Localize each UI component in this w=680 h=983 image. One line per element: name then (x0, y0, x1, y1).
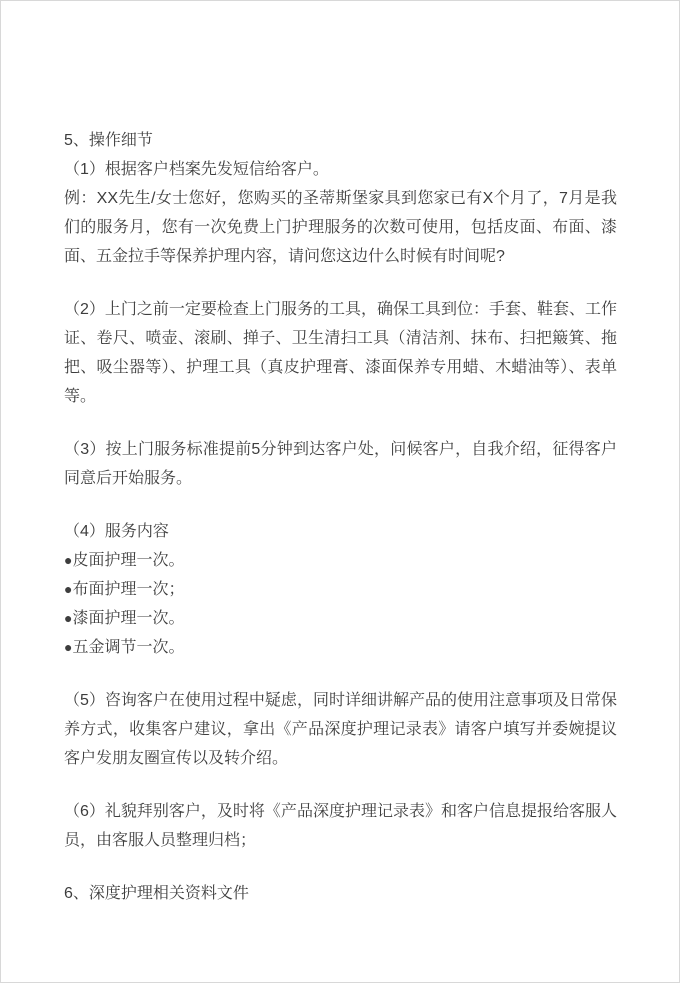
service-item-leather (64, 546, 617, 575)
step-4-service-content (64, 517, 617, 662)
bullet-icon: ● (64, 552, 73, 568)
step-1-text: （1）根据客户档案先发短信给客户。 (64, 161, 329, 178)
step-3-text: （3）按上门服务标准提前5分钟到达客户处，问候客户，自我介绍，征得客户同意后开始服务。 (64, 441, 617, 487)
sms-example-text: 例：XX先生/女士您好，您购买的圣蒂斯堡家具到您家已有X个月了，7月是我们的服务月，您有一次免费上门护理服务的次数可使用，包括皮面、布面、漆面、五金拉手等保养护理内容，请问您这边什么时候有时间呢? (64, 190, 617, 265)
section-6-heading: 6、深度护理相关资料文件 (64, 885, 249, 902)
service-item-label: 五金调节一次。 (72, 639, 185, 656)
step-3 (64, 435, 617, 493)
step-6 (64, 797, 617, 855)
step-5 (64, 686, 617, 773)
bullet-icon: ● (64, 610, 73, 626)
section-5 (64, 126, 617, 271)
section-5-heading: 5、操作细节 (64, 132, 153, 149)
service-item-hardware (64, 633, 617, 662)
step-6-text: （6）礼貌拜别客户，及时将《产品深度护理记录表》和客户信息提报给客服人员，由客服人员整理归档； (64, 803, 617, 849)
service-item-label: 布面护理一次； (72, 581, 185, 598)
section-6 (64, 879, 617, 908)
service-item-label: 皮面护理一次。 (72, 552, 185, 569)
bullet-icon: ● (64, 639, 73, 655)
service-item-paint (64, 604, 617, 633)
service-item-fabric (64, 575, 617, 604)
step-2 (64, 295, 617, 411)
step-4-heading: （4）服务内容 (64, 523, 169, 540)
service-item-label: 漆面护理一次。 (72, 610, 185, 627)
step-5-text: （5）咨询客户在使用过程中疑虑，同时详细讲解产品的使用注意事项及日常保养方式，收集客户建议，拿出《产品深度护理记录表》请客户填写并委婉提议客户发朋友圈宣传以及转介绍。 (64, 692, 617, 767)
bullet-icon: ● (64, 581, 73, 597)
step-2-text: （2）上门之前一定要检查上门服务的工具，确保工具到位：手套、鞋套、工作证、卷尺、喷壶、滚刷、掸子、卫生清扫工具（清洁剂、抹布、扫把簸箕、拖把、吸尘器等）、护理工具（真皮护理膏、漆面保养专用蜡、木蜡油等）、表单等。 (64, 301, 617, 405)
document-page (1, 1, 679, 908)
